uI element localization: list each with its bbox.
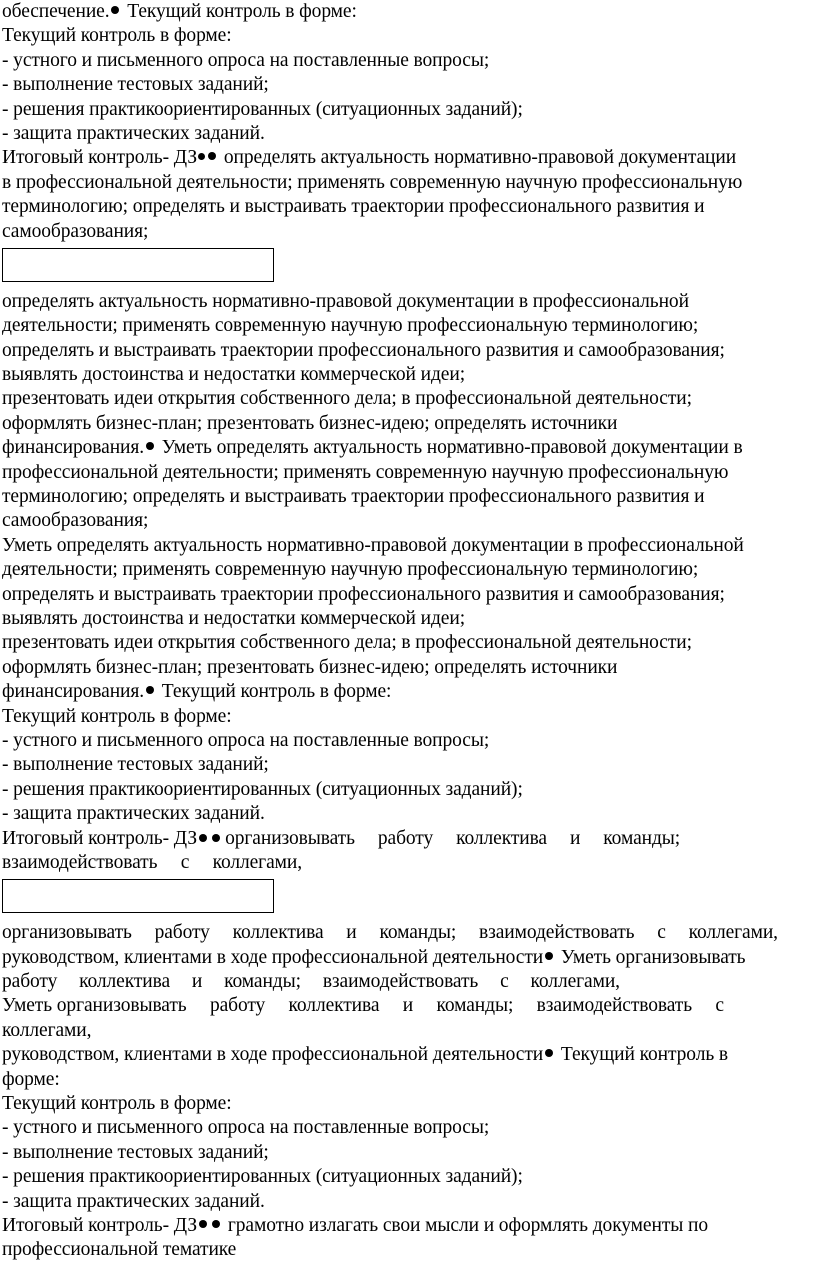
text-line: Итоговый контроль- ДЗ грамотно излагать свои мысли и оформлять документы по [2,1214,708,1236]
text-line: финансирования. Текущий контроль в форме: [2,681,392,703]
text-line: - выполнение тестовых заданий; [2,1141,269,1163]
bullet-icon [545,1049,553,1057]
text-line: Текущий контроль в форме: [2,705,232,727]
bullet-icon [146,442,154,450]
text-line: оформлять бизнес-план; презентовать бизнес-идею; определять источники [2,412,618,434]
text-line: терминологию; определять и выстраивать траектории профессионального развития и [2,486,705,508]
text-line: форме: [2,1068,60,1090]
text-line: - защита практических заданий. [2,803,265,825]
bullet-icon [199,834,207,842]
text-line: деятельности; применять современную научную профессиональную терминологию; [2,559,699,581]
text-line: - устного и письменного опроса на поставленные вопросы; [2,729,490,751]
text-line: - защита практических заданий. [2,1190,265,1212]
bullet-icon [212,1220,220,1228]
empty-text-box [2,248,274,282]
empty-text-box [2,879,274,913]
text-line: взаимодействовать с коллегами, [2,851,302,873]
text-line: самообразования; [2,220,149,242]
text-line: профессиональной тематике [2,1239,237,1261]
text-line: оформлять бизнес-план; презентовать бизнес-идею; определять источники [2,656,618,678]
text-line: Уметь организовывать работу коллектива и команды; взаимодействовать с [2,995,724,1017]
text-line: руководством, клиентами в ходе профессиональной деятельности Текущий контроль в [2,1044,729,1066]
bullet-icon [111,6,119,14]
text-line: организовывать работу коллектива и команды; взаимодействовать с коллегами, [2,922,778,944]
bullet-icon [212,834,220,842]
text-line: - решения практикоориентированных (ситуационных заданий); [2,778,523,800]
text-line: коллегами, [2,1019,92,1041]
text-line: презентовать идеи открытия собственного дела; в профессиональной деятельности; [2,388,692,410]
text-line: Текущий контроль в форме: [2,25,232,47]
text-line: Итоговый контроль- ДЗ определять актуальность нормативно-правовой документации [2,147,737,169]
text-line: - устного и письменного опроса на поставленные вопросы; [2,1117,490,1139]
text-line: профессиональной деятельности; применять современную научную профессиональную [2,461,729,483]
text-line: презентовать идеи открытия собственного дела; в профессиональной деятельности; [2,632,692,654]
text-line: - решения практикоориентированных (ситуационных заданий); [2,98,523,120]
text-line: Текущий контроль в форме: [2,1093,232,1115]
text-line: определять и выстраивать траектории профессионального развития и самообразования; [2,583,725,605]
bullet-icon [199,1220,207,1228]
bullet-icon [198,153,205,160]
text-line: определять актуальность нормативно-правовой документации в профессиональной [2,290,689,312]
text-line: руководством, клиентами в ходе профессиональной деятельности Уметь организовывать [2,946,746,968]
text-line: - выполнение тестовых заданий; [2,74,269,96]
text-line: обеспечение. Текущий контроль в форме: [2,1,357,22]
text-line: Итоговый контроль- ДЗ организовывать работу коллектива и команды; [2,827,812,851]
justified-words: организовывать работу коллектива и команды; [225,827,681,849]
text-line: выявлять достоинства и недостатки коммерческой идеи; [2,364,466,386]
text-line: финансирования. Уметь определять актуальность нормативно-правовой документации в [2,437,743,459]
bullet-icon [146,686,154,694]
text-line: - устного и письменного опроса на поставленные вопросы; [2,49,490,71]
text-line: определять и выстраивать траектории профессионального развития и самообразования; [2,339,725,361]
text-line: - решения практикоориентированных (ситуационных заданий); [2,1166,523,1188]
text-line: в профессиональной деятельности; применять современную научную профессиональную [2,171,743,193]
text-line: Уметь определять актуальность нормативно-правовой документации в профессиональной [2,534,744,556]
text-line: деятельности; применять современную научную профессиональную терминологию; [2,315,699,337]
text-line: - защита практических заданий. [2,122,265,144]
bullet-icon [545,952,553,960]
bullet-icon [208,152,216,160]
text-line: - выполнение тестовых заданий; [2,754,269,776]
text-line: работу коллектива и команды; взаимодействовать с коллегами, [2,971,620,993]
text-line: самообразования; [2,510,149,532]
document-body [2,0,812,1263]
text-line: выявлять достоинства и недостатки коммерческой идеи; [2,607,466,629]
text-line: терминологию; определять и выстраивать траектории профессионального развития и [2,196,705,218]
